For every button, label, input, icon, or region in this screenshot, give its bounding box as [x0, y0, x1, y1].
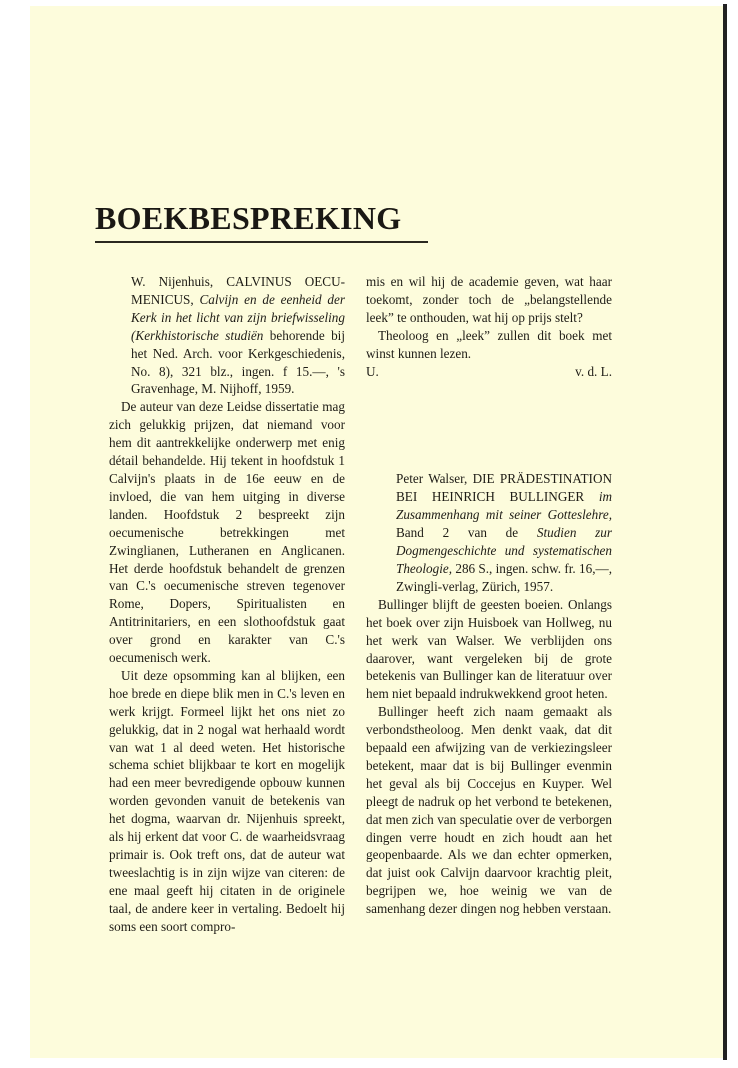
review2-paragraph-2: Bullinger heeft zich naam gemaakt als verbondstheoloog. Men denkt vaak, dat dit bepaald een afwijzing van de verkiezingsleer betekent, maar dat is bij Bullinger evenmin het geval als bij Coccejus en Kuyper. Wel pleegt de nadruk op het verbond te betekenen, dat men zich van speculatie over de verborgen dingen verre houdt en zich houdt aan het geopenbaarde. Als we dan echter opmerken, dat juist ook Calvijn daarvoor krachtig pleit, begrijpen we, hoe weinig we van de samenhang dezer dingen nog hebben verstaan.	[366, 704, 612, 917]
review2-paragraph-1: Bullinger blijft de geesten boeien. Onlangs het boek over zijn Huisboek van Hollweg, nu het werk van Walser. We verblijden ons daarover, want vergeleken bij de grote betekenis van Bullinger kan de literatuur over hem niet bepaald indrukwekkend groot heten.	[366, 596, 612, 702]
review1-series: (Kerkhistorische studiën	[131, 327, 264, 343]
review2-citation	[366, 470, 612, 595]
review2-author: Peter Walser,	[396, 471, 468, 487]
review2-title: DIE PRÄDESTINATION BEI HEINRICH BULLINGER	[396, 471, 612, 505]
review1-citation	[109, 273, 345, 398]
section-heading: BOEKBESPREKING	[95, 200, 402, 236]
review1-paragraph-2b: mis en wil hij de academie geven, wat haar toekomt, zonder toch de „belangstellende leek” te onthouden, wat hij op prijs stelt?	[366, 274, 612, 325]
review1-paragraph-3: Theoloog en „leek” zullen dit boek met winst kunnen lezen.	[366, 327, 612, 361]
column-right	[366, 273, 612, 918]
review2-pubinfo: 286 S., ingen. schw. fr. 16,—, Zwingli-verlag, Zürich, 1957.	[396, 560, 612, 594]
review1-title: CALVINUS OECU-MENICUS,	[131, 274, 345, 307]
review1-paragraph-1: De auteur van deze Leidse dissertatie mag zich gelukkig prijzen, dat niemand voor hem dit aantrekkelijke onderwerp met enig détail behandelde. Hij tekent in hoofdstuk 1 Calvijn's plaats in de 16e eeuw en de invloed, die van hem uitging in diverse landen. Hoofdstuk 2 bespreekt zijn oecumenische betrekkingen met Zwinglianen, Lutheranen en Anglicanen. Het derde hoofdstuk behandelt de grenzen van C.'s oecumenische streven tegenover Rome, Dopers, Spiritualisten en Antitrinitariers, en een slothoofdstuk gaat over grond en karakter van C.'s oecumenisch werk.	[109, 399, 345, 666]
review1-author: W. Nijenhuis,	[131, 274, 214, 289]
heading-rule	[95, 241, 428, 243]
review2-mid: Band 2 van de	[396, 525, 519, 541]
review1-signature-left: U.	[366, 363, 379, 379]
review1-signature	[366, 363, 612, 381]
page-edge	[723, 4, 727, 1060]
review1-paragraph-2a: Uit deze opsomming kan al blijken, een hoe brede en diepe blik men in C.'s leven en werk krijgt. Formeel lijkt het ons niet zo gelukkig, dat in 2 nogal wat herhaald wordt van wat 1 al deed weten. Het historische schema schiet blijkbaar te kort en mogelijk had een meer bevredigende opbouw kunnen worden gevonden vanuit de betekenis van het dogma, waarvan dr. Nijenhuis spreekt, als hij erkent dat voor C. de waarheidsvraag primair is. Ook treft ons, dat de auteur wat tweeslachtig is in zijn wijze van citeren: de ene maal geeft hij citaten in de originele taal, de andere keer in vertaling. Bedoelt hij soms een soort compro-	[109, 667, 345, 934]
review2-series: Studien zur Dogmengeschichte und systematischen Theologie,	[396, 525, 613, 576]
column-left	[109, 273, 345, 936]
review2-subtitle: im Zusammenhang mit seiner Gotteslehre,	[396, 489, 613, 523]
review1-subtitle: Calvijn en de eenheid der Kerk in het licht van zijn briefwisseling	[131, 291, 346, 325]
review1-pubinfo: behorende bij het Ned. Arch. voor Kerkgeschiedenis, No. 8), 321 blz., ingen. f 15.—, 's Gravenhage, M. Nijhoff, 1959.	[131, 327, 346, 397]
review1-signature-right: v. d. L.	[575, 363, 612, 379]
